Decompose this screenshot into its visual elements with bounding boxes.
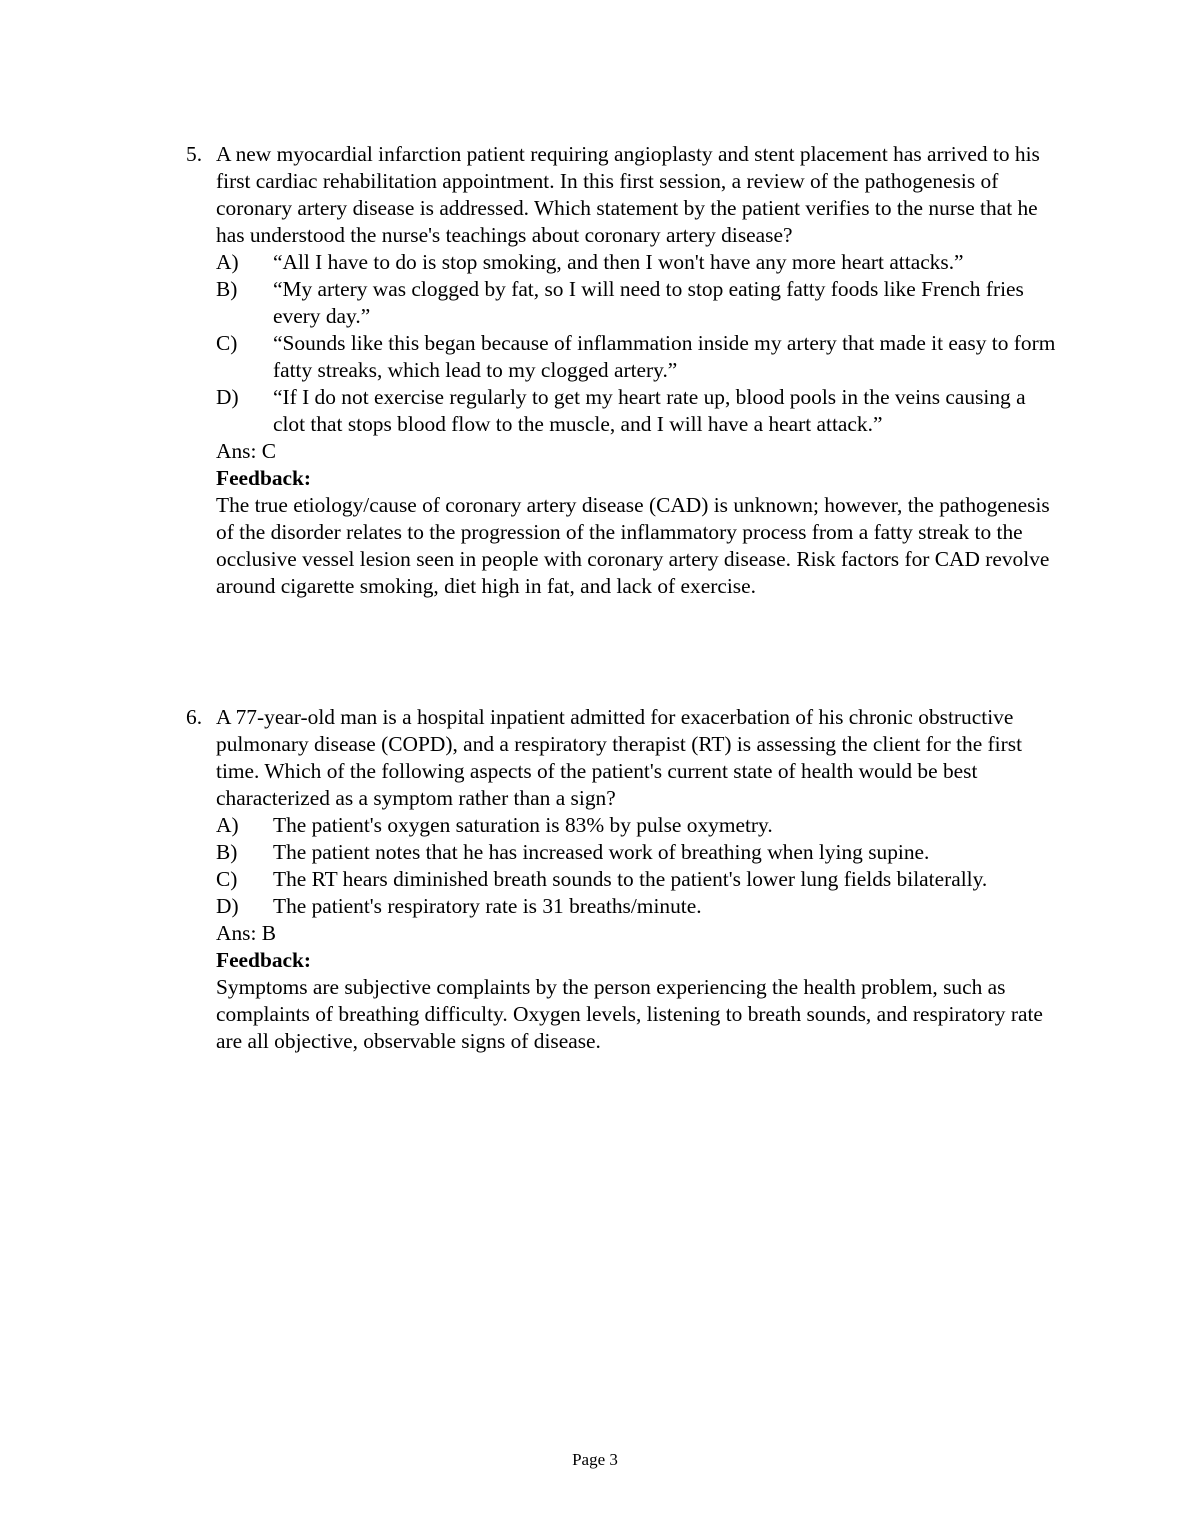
option-b bbox=[216, 839, 1056, 866]
option-letter: D) bbox=[216, 385, 239, 409]
option-b bbox=[216, 276, 1056, 330]
question-5 bbox=[186, 141, 1056, 600]
answer-line: Ans: C bbox=[216, 439, 277, 463]
question-stem: A 77-year-old man is a hospital inpatient admitted for exacerbation of his chronic obstructive pulmonary disease (COPD), and a respiratory therapist (RT) is assessing the client for the first time. Which of the following aspects of the patient's current state of health would be best characterized as a symptom rather than a sign? bbox=[216, 705, 1023, 810]
option-letter: C) bbox=[216, 331, 238, 355]
option-d bbox=[216, 893, 1056, 920]
answer-line: Ans: B bbox=[216, 921, 277, 945]
option-c bbox=[216, 866, 1056, 893]
option-text: The patient's oxygen saturation is 83% by pulse oxymetry. bbox=[273, 813, 773, 837]
feedback-text: The true etiology/cause of coronary artery disease (CAD) is unknown; however, the pathogenesis of the disorder relates to the progression of the inflammatory process from a fatty streak to the occlusive vessel lesion seen in people with coronary artery disease. Risk factors for CAD revolve around cigarette smoking, diet high in fat, and lack of exercise. bbox=[216, 493, 1050, 598]
option-text: The RT hears diminished breath sounds to the patient's lower lung fields bilaterally. bbox=[273, 867, 988, 891]
question-body bbox=[216, 249, 1056, 600]
question-stem-row bbox=[186, 141, 1056, 249]
option-c bbox=[216, 330, 1056, 384]
option-text: “My artery was clogged by fat, so I will need to stop eating fatty foods like French fries every day.” bbox=[273, 277, 1024, 328]
question-stem: A new myocardial infarction patient requiring angioplasty and stent placement has arrived to his first cardiac rehabilitation appointment. In this first session, a review of the pathogenesis of coronary artery disease is addressed. Which statement by the patient verifies to the nurse that he has understood the nurse's teachings about coronary artery disease? bbox=[216, 142, 1040, 247]
option-letter: D) bbox=[216, 894, 239, 918]
option-text: “If I do not exercise regularly to get my heart rate up, blood pools in the veins causing a clot that stops blood flow to the muscle, and I will have a heart attack.” bbox=[273, 385, 1026, 436]
question-number: 5. bbox=[186, 142, 203, 166]
option-a bbox=[216, 249, 1056, 276]
question-6 bbox=[186, 704, 1056, 1055]
option-text: “Sounds like this began because of inflammation inside my artery that made it easy to form fatty streaks, which lead to my clogged artery.” bbox=[273, 331, 1056, 382]
option-letter: B) bbox=[216, 277, 238, 301]
page-number: Page 3 bbox=[572, 1450, 618, 1469]
option-text: The patient's respiratory rate is 31 breaths/minute. bbox=[273, 894, 702, 918]
feedback-heading: Feedback: bbox=[216, 466, 312, 490]
option-text: The patient notes that he has increased work of breathing when lying supine. bbox=[273, 840, 930, 864]
feedback-text: Symptoms are subjective complaints by the person experiencing the health problem, such as complaints of breathing difficulty. Oxygen levels, listening to breath sounds, and respiratory rate are all objective, observable signs of disease. bbox=[216, 975, 1043, 1053]
option-letter: A) bbox=[216, 250, 239, 274]
option-a bbox=[216, 812, 1056, 839]
option-letter: C) bbox=[216, 867, 238, 891]
option-letter: A) bbox=[216, 813, 239, 837]
question-number: 6. bbox=[186, 705, 203, 729]
option-d bbox=[216, 384, 1056, 438]
feedback-heading: Feedback: bbox=[216, 948, 312, 972]
option-text: “All I have to do is stop smoking, and then I won't have any more heart attacks.” bbox=[273, 250, 964, 274]
option-letter: B) bbox=[216, 840, 238, 864]
question-stem-row bbox=[186, 704, 1056, 812]
question-body bbox=[216, 812, 1056, 1055]
